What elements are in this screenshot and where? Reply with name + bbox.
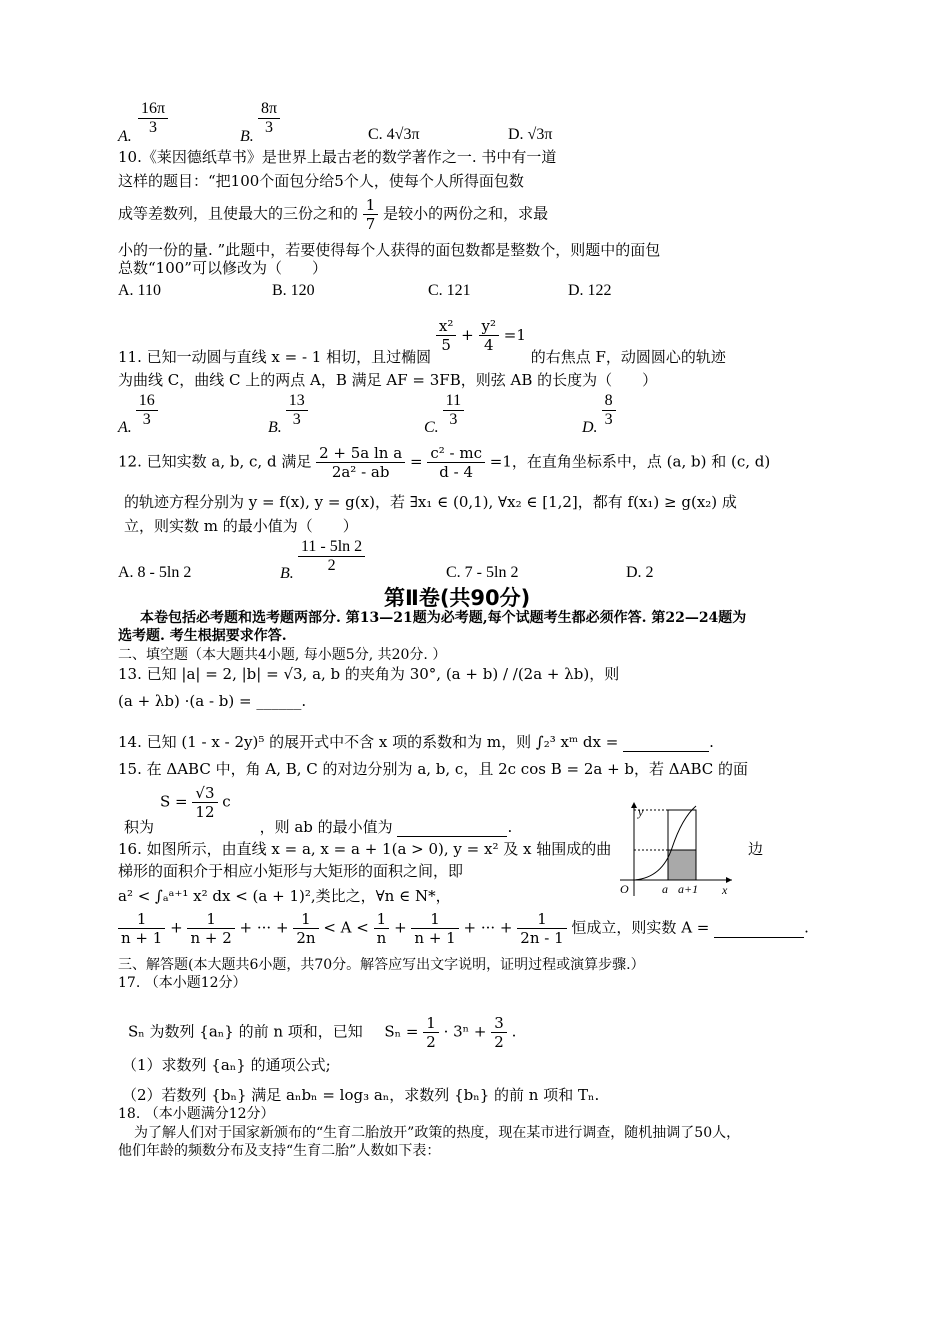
q15-area-formula: S = $\frac{√3}{12}$ c	[160, 784, 231, 821]
q12-option-a: A. 8 - 5ln 2	[118, 564, 192, 581]
q16-figure-origin: O	[620, 882, 629, 896]
q11-option-c: C. $\frac{11}{3}$	[424, 392, 464, 429]
q16-line-3: a² < ∫ₐᵃ⁺¹ x² dx < (a + 1)²,类比之，∀n ∈ N*，	[118, 887, 451, 905]
q16-figure-x-label: x	[722, 883, 728, 897]
q13-line-1: 13. 已知 |a| = 2, |b| = √3, a, b 的夹角为 30°, (a + b) / /(2a + λb)，则	[118, 665, 620, 683]
q10-option-c: C. 121	[428, 282, 471, 299]
q10-option-a: A. 110	[118, 282, 161, 299]
part2-title: 第Ⅱ卷(共90分)	[384, 586, 531, 610]
q18-line-1: 18. （本小题满分12分）	[118, 1106, 275, 1122]
q9-option-d: D. √3π	[508, 126, 553, 143]
q13-line-2: (a + λb) ·(a - b) = ______.	[118, 692, 307, 710]
q10-line-2: 这样的题目：“把100个面包分给5个人，使每个人所得面包数	[118, 172, 524, 190]
q16-line-1: 16. 如图所示，由直线 x = a, x = a + 1(a > 0), y = x² 及 x 轴围成的曲	[118, 840, 612, 858]
q11-option-d: D. $\frac{8}{3}$	[582, 392, 616, 429]
q9-option-c: C. 4√3π	[368, 126, 420, 143]
part2-description-2: 选考题. 考生根据要求作答.	[118, 628, 287, 644]
q11-option-a: A. $\frac{16}{3}$	[118, 392, 158, 429]
q16-line-2: 梯形的面积介于相应小矩形与大矩形的面积之间，即	[118, 862, 464, 880]
part2-description-1: 本卷包括必考题和选考题两部分. 第13—21题为必考题,每个试题考生都必须作答. 第22—24题为	[140, 610, 747, 626]
q11-line-1: 11. 已知一动圆与直线 x = - 1 相切，且过椭圆 $\frac{\text{x²}}{5}$ + $\frac{\text{y²}}{4}$ =1 的右焦点 F，动圆圆心的轨迹	[118, 317, 726, 366]
q17-line-1: 17. （本小题12分）	[118, 975, 247, 991]
q17-line-2: Sₙ 为数列 {aₙ} 的前 n 项和，已知 Sₙ = $\frac{1}{2}$ · 3ⁿ + $\frac{3}{2}$ .	[128, 1014, 517, 1051]
q15-line-3: 积为 ，则 ab 的最小值为 .	[124, 818, 513, 836]
q12-option-d: D. 2	[626, 564, 654, 581]
q10-line-5: 总数“100”可以修改为（ ）	[118, 259, 327, 277]
q11-line-2: 为曲线 C，曲线 C 上的两点 A，B 满足 AF = 3FB，则弦 AB 的长度为（ ）	[118, 371, 658, 389]
q10-option-d: D. 122	[568, 282, 612, 299]
q16-figure	[612, 798, 738, 898]
q17-part-2: （2）若数列 {bₙ} 满足 aₙbₙ = log₃ aₙ，求数列 {bₙ} 的前 n 项和 Tₙ.	[122, 1086, 600, 1104]
q11-option-b: B. $\frac{13}{3}$	[268, 392, 308, 429]
q16-inequality: $\frac{1}{n + 1}$ + $\frac{1}{n + 2}$ + ··· + $\frac{1}{2n}$ < A < $\frac{1}{n}$ + $\frac{1}{n + 1}$ + ··· + $\frac{1}{2n - 1}$ 恒成立，则实数 A = .	[118, 910, 809, 947]
solve-section-header: 三、解答题(本大题共6小题，共70分。解答应写出文字说明，证明过程或演算步骤.）	[118, 957, 645, 973]
q16-figure-y-label: y	[638, 805, 644, 819]
q17-part-1: （1）求数列 {aₙ} 的通项公式;	[122, 1056, 331, 1074]
q10-line-1: 10.《莱因德纸草书》是世界上最古老的数学著作之一. 书中有一道	[118, 148, 557, 166]
q18-line-3: 他们年龄的频数分布及支持“生育二胎”人数如下表：	[118, 1143, 441, 1159]
q12-option-c: C. 7 - 5ln 2	[446, 564, 519, 581]
q16-line-1-tail: 边	[748, 840, 764, 858]
q10-line-4: 小的一份的量. ”此题中，若要使得每个人获得的面包数都是整数个，则题中的面包	[118, 241, 661, 259]
q15-line-1: 15. 在 ΔABC 中，角 A, B, C 的对边分别为 a, b, c，且 2c cos B = 2a + b，若 ΔABC 的面	[118, 760, 749, 778]
q12-line-1: 12. 已知实数 a, b, c, d 满足 $\frac{\text{2 + 5a ln a}}{\text{2a² - ab}}$ = $\frac{\text{c² - mc}}{d - 4}$ =1，在直角坐标系中，点 (a, b) 和 (c, d)	[118, 444, 771, 481]
q16-figure-a-label: a	[662, 882, 668, 896]
q16-figure-a1-label: a+1	[678, 882, 699, 896]
q14-line: 14. 已知 (1 - x - 2y)⁵ 的展开式中不含 x 项的系数和为 m，则 ∫₂³ xᵐ dx = .	[118, 733, 714, 751]
q12-line-2: 的轨迹方程分别为 y = f(x), y = g(x)，若 ∃x₁ ∈ (0,1), ∀x₂ ∈ [1,2]，都有 f(x₁) ≥ g(x₂) 成	[124, 493, 737, 511]
q10-line-3: 成等差数列，且使最大的三份之和的 $\frac{1}{7}$ 是较小的两份之和，求最	[118, 196, 549, 233]
q12-line-3: 立，则实数 m 的最小值为（ ）	[124, 517, 358, 535]
q18-line-2: 为了解人们对于国家新颁布的“生育二胎放开”政策的热度，现在某市进行调查，随机抽调了50人，	[134, 1125, 741, 1141]
q10-option-b: B. 120	[272, 282, 315, 299]
fill-section-header: 二、填空题（本大题共4小题, 每小题5分, 共20分. ）	[118, 647, 447, 663]
